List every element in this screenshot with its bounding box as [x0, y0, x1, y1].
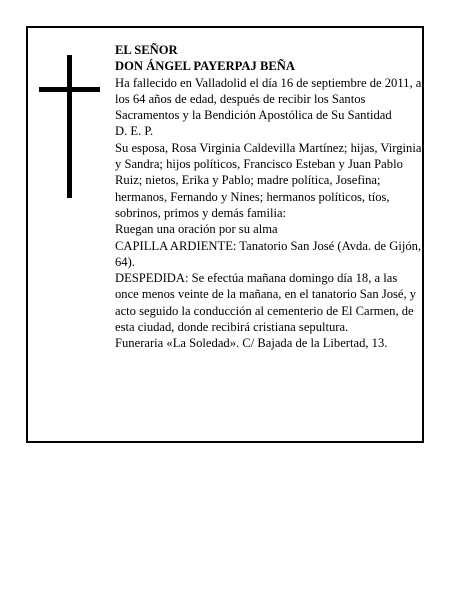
death-announcement: Ha fallecido en Valladolid el día 16 de septiembre de 2011, a los 64 años de edad, después de recibir los Santos Sacramentos y la Bendición Apostólica de Su Santidad [115, 75, 422, 123]
cross-horizontal-bar [39, 87, 100, 92]
cross-vertical-bar [67, 55, 72, 198]
obituary-text [115, 42, 423, 352]
capilla-ardiente: CAPILLA ARDIENTE: Tanatorio San José (Avda. de Gijón, 64). [115, 238, 422, 269]
deceased-name: DON ÁNGEL PAYERPAJ BEÑA [115, 59, 295, 74]
obituary-notice [26, 26, 424, 443]
funeraria: Funeraria «La Soledad». C/ Bajada de la Libertad, 13. [115, 336, 388, 351]
heading-title: EL SEÑOR [115, 43, 178, 57]
dep-line: D. E. P. [115, 124, 154, 139]
prayer-request: Ruegan una oración por su alma [115, 222, 278, 237]
despedida: DESPEDIDA: Se efectúa mañana domingo día 18, a las once menos veinte de la mañana, en el tanatorio San José, y acto seguido la conducción al cementerio de El Carmen, de esta ciudad, donde recibirá cristiana sepultura. [115, 271, 417, 335]
family-list: Su esposa, Rosa Virginia Caldevilla Martínez; hijas, Virginia y Sandra; hijos políticos, Francisco Esteban y Juan Pablo Ruiz; nietos, Erika y Pablo; madre política, Josefina; hermanos, Fernando y Nines; hermanos políticos, tíos, sobrinos, primos y demás familia: [115, 140, 422, 220]
